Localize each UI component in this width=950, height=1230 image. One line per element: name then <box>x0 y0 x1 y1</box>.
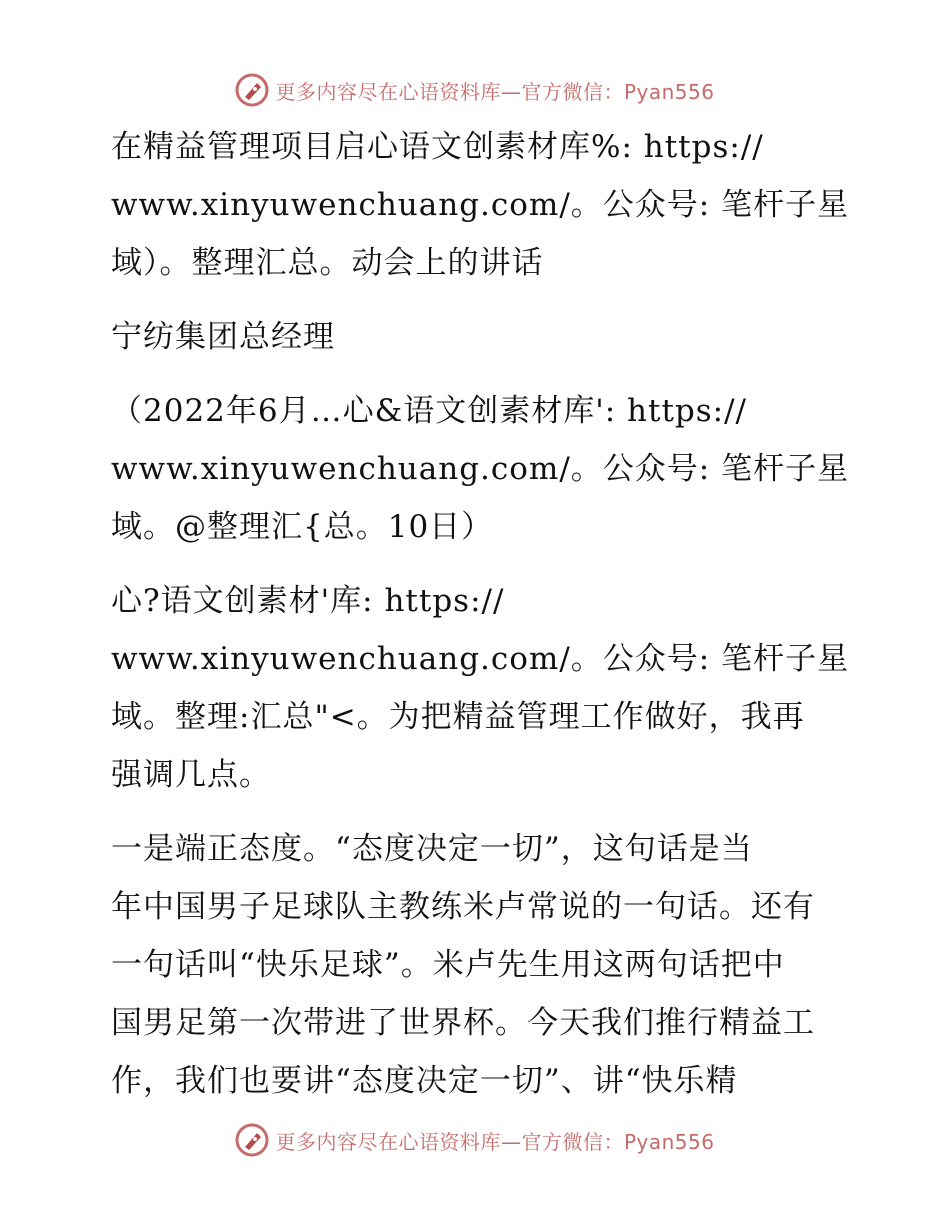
text-line: 年中国男子足球队主教练米卢常说的一句话。还有 <box>111 889 815 925</box>
text-line: 在精益管理项目启心语文创素材库%: https:// <box>111 129 764 165</box>
pen-nib-logo-icon <box>235 73 269 107</box>
banner-text: 更多内容尽在心语资料库—官方微信：Pyan556 <box>275 79 715 104</box>
paragraph-5 <box>97 820 857 1110</box>
text-line: www.xinyuwenchuang.com/。公众号: 笔杆子星 <box>111 641 850 677</box>
paragraph-1 <box>97 118 857 292</box>
text-line: 强调几点。 <box>111 757 271 793</box>
paragraph-4 <box>97 572 857 804</box>
text-line: www.xinyuwenchuang.com/。公众号: 笔杆子星 <box>111 451 850 487</box>
text-line: 一是端正态度。“态度决定一切”，这句话是当 <box>111 831 753 867</box>
text-line: 一句话叫“快乐足球”。米卢先生用这两句话把中 <box>111 947 785 983</box>
footer-banner <box>0 1120 950 1160</box>
pen-nib-logo-icon <box>235 1123 269 1157</box>
text-line: 域）。整理汇总。动会上的讲话 <box>111 245 544 281</box>
text-line: 作，我们也要讲“态度决定一切”、讲“快乐精 <box>111 1063 738 1099</box>
document-body <box>97 118 857 1126</box>
text-line: www.xinyuwenchuang.com/。公众号: 笔杆子星 <box>111 187 850 223</box>
text-line: 心?语文创素材'库: https:// <box>111 583 505 619</box>
text-line: 域。整理:汇总"<。为把精益管理工作做好，我再 <box>111 699 805 735</box>
text-line: 宁纺集团总经理 <box>111 319 335 355</box>
paragraph-3 <box>97 382 857 556</box>
text-line: 国男足第一次带进了世界杯。今天我们推行精益工 <box>111 1005 815 1041</box>
text-line: （2022年6月…心&语文创素材库': https:// <box>111 393 747 429</box>
header-banner <box>0 70 950 110</box>
text-line: 域。@整理汇{总。10日） <box>111 509 494 545</box>
paragraph-2 <box>97 308 857 366</box>
banner-text: 更多内容尽在心语资料库—官方微信：Pyan556 <box>275 1129 715 1154</box>
